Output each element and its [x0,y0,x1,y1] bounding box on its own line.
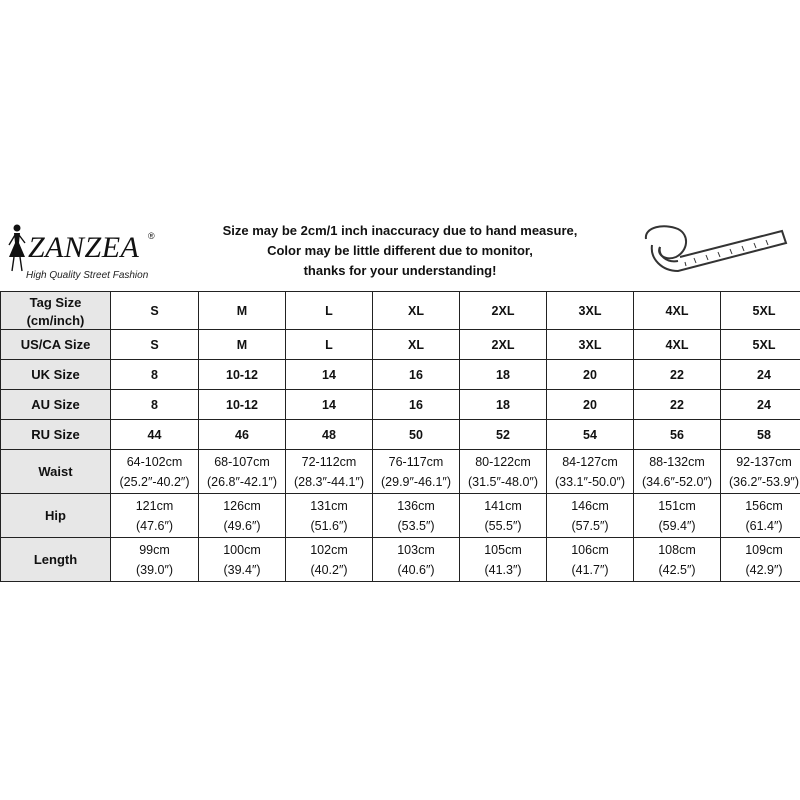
table-cell [721,450,800,494]
table-cell: 58 [721,420,800,450]
row-label: US/CA Size [1,330,111,360]
inch-value: (61.4″) [745,518,783,533]
table-cell [111,494,199,538]
size-chart-header [0,213,800,291]
inch-value: (49.6″) [223,518,261,533]
cm-value: 64-102cm [126,454,183,469]
row-label: AU Size [1,390,111,420]
table-cell [286,538,373,582]
inch-value: (59.4″) [658,518,696,533]
table-cell [199,494,286,538]
table-cell [547,494,634,538]
measuring-tape-icon [636,217,796,287]
size-cell: L [286,292,373,330]
table-cell: 2XL [460,330,547,360]
table-cell: 56 [634,420,721,450]
cm-value: 92-137cm [736,454,792,469]
row-label: Length [1,538,111,582]
table-cell [547,538,634,582]
tag-size-row [1,292,800,330]
table-cell: 8 [111,360,199,390]
table-cell: 20 [547,360,634,390]
inch-value: (47.6″) [135,518,174,533]
inch-value: (42.5″) [658,562,696,577]
table-cell [634,538,721,582]
notice-line: Size may be 2cm/1 inch inaccuracy due to hand measure, [222,223,578,238]
registered-mark: ® [148,231,155,241]
inch-value: (53.5″) [397,518,435,533]
table-cell: 50 [373,420,460,450]
size-cell: S [111,292,199,330]
row-label: RU Size [1,420,111,450]
table-cell: 16 [373,360,460,390]
table-cell [547,450,634,494]
cm-value: 151cm [658,498,696,513]
size-cell: M [199,292,286,330]
row-label: Hip [1,494,111,538]
table-cell: 22 [634,390,721,420]
cm-value: 146cm [571,498,609,513]
table-cell [634,494,721,538]
measurement-notice [190,221,610,281]
table-cell: 14 [286,360,373,390]
inch-value: (51.6″) [310,518,348,533]
brand-logo [6,219,166,289]
table-cell: 22 [634,360,721,390]
cm-value: 100cm [223,542,261,557]
inch-value: (39.4″) [223,562,261,577]
table-cell: 52 [460,420,547,450]
table-cell [373,494,460,538]
table-cell: 5XL [721,330,800,360]
inch-value: (25.2″-40.2″) [119,474,190,489]
cm-value: 106cm [571,542,609,557]
table-cell: 10-12 [199,390,286,420]
table-cell [460,538,547,582]
uk-size-row [1,360,800,390]
table-cell [199,538,286,582]
header-unit: (cm/inch) [26,312,85,328]
us-ca-size-row [1,330,800,360]
inch-value: (33.1″-50.0″) [555,474,625,489]
table-cell: S [111,330,199,360]
inch-value: (40.6″) [397,562,435,577]
table-cell [111,450,199,494]
size-chart-table [0,291,800,582]
table-cell: 10-12 [199,360,286,390]
inch-value: (31.5″-48.0″) [468,474,538,489]
table-cell: 54 [547,420,634,450]
inch-value: (29.9″-46.1″) [381,474,451,489]
cm-value: 126cm [223,498,261,513]
table-cell [111,538,199,582]
waist-row [1,450,800,494]
inch-value: (36.2″-53.9″) [729,474,799,489]
table-cell: 24 [721,360,800,390]
table-cell [721,494,800,538]
notice-line: thanks for your understanding! [303,263,497,278]
table-cell [460,494,547,538]
table-cell [634,450,721,494]
table-cell: 16 [373,390,460,420]
cm-value: 103cm [397,542,435,557]
fashion-figure-icon [6,223,28,273]
size-cell: 4XL [634,292,721,330]
cm-value: 105cm [484,542,522,557]
table-cell: 24 [721,390,800,420]
table-cell [460,450,547,494]
table-cell: 44 [111,420,199,450]
cm-value: 80-122cm [475,454,531,469]
table-cell: 8 [111,390,199,420]
au-size-row [1,390,800,420]
table-cell: 14 [286,390,373,420]
inch-value: (55.5″) [484,518,522,533]
table-cell [373,538,460,582]
table-cell: 3XL [547,330,634,360]
table-cell: M [199,330,286,360]
table-cell [286,450,373,494]
table-cell [199,450,286,494]
table-cell [721,538,800,582]
tag-size-header [1,292,111,330]
size-cell: 5XL [721,292,800,330]
table-cell [286,494,373,538]
cm-value: 108cm [658,542,696,557]
cm-value: 72-112cm [301,454,357,469]
cm-value: 102cm [310,542,348,557]
inch-value: (42.9″) [745,562,783,577]
cm-value: 156cm [745,498,783,513]
inch-value: (34.6″-52.0″) [642,474,712,489]
size-cell: XL [373,292,460,330]
cm-value: 88-132cm [649,454,705,469]
size-cell: 3XL [547,292,634,330]
notice-line: Color may be little different due to monitor, [267,243,533,258]
cm-value: 141cm [484,498,522,513]
inch-value: (41.7″) [571,562,609,577]
cm-value: 76-117cm [388,454,444,469]
brand-name: ZANZEA [28,231,140,264]
cm-value: 84-127cm [562,454,618,469]
inch-value: (26.8″-42.1″) [207,474,277,489]
length-row [1,538,800,582]
cm-value: 131cm [310,498,348,513]
table-cell: 48 [286,420,373,450]
brand-tagline: High Quality Street Fashion [26,270,149,281]
header-label: Tag Size [29,294,82,310]
cm-value: 136cm [397,498,435,513]
inch-value: (39.0″) [135,562,174,577]
table-cell: 4XL [634,330,721,360]
table-cell: 20 [547,390,634,420]
inch-value: (40.2″) [310,562,348,577]
inch-value: (57.5″) [571,518,609,533]
cm-value: 68-107cm [214,454,270,469]
cm-value: 121cm [135,498,174,513]
table-cell: 46 [199,420,286,450]
ru-size-row [1,420,800,450]
cm-value: 109cm [745,542,783,557]
table-cell: 18 [460,360,547,390]
inch-value: (41.3″) [484,562,522,577]
size-cell: 2XL [460,292,547,330]
row-label: Waist [1,450,111,494]
table-cell: XL [373,330,460,360]
cm-value: 99cm [139,542,170,557]
table-cell: 18 [460,390,547,420]
table-cell: L [286,330,373,360]
table-cell [373,450,460,494]
row-label: UK Size [1,360,111,390]
hip-row [1,494,800,538]
inch-value: (28.3″-44.1″) [294,474,364,489]
